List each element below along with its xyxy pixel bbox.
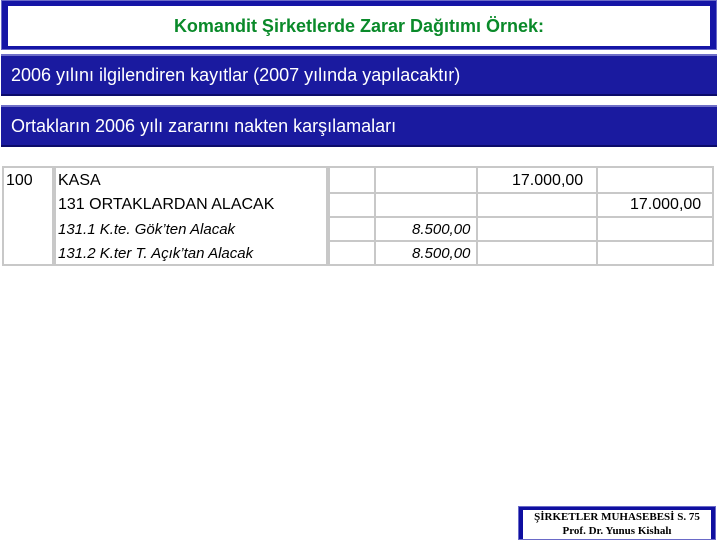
sub-account-name: 131.1 K.te. Gök’ten Alacak xyxy=(58,221,236,238)
band-text: 2006 yılını ilgilendiren kayıtlar (2007 yılında yapılacaktır) xyxy=(11,64,461,85)
section-band-partners xyxy=(1,105,717,147)
footer-panel xyxy=(523,510,711,539)
grid-cell xyxy=(330,242,374,264)
grid-cell xyxy=(598,242,712,264)
grid-cell xyxy=(478,218,596,240)
journal-entry-table xyxy=(2,166,714,266)
footer-credit-box xyxy=(518,506,716,540)
grid-cell xyxy=(598,218,712,240)
page-title: Komandit Şirketlerde Zarar Dağıtımı Örnek: xyxy=(173,15,545,36)
footer-line-author: Prof. Dr. Yunus Kishalı xyxy=(562,525,672,537)
grid-cell xyxy=(330,194,374,216)
title-frame xyxy=(1,0,717,50)
title-panel xyxy=(8,6,710,46)
footer-line-course: ŞİRKETLER MUHASEBESİ S. 75 xyxy=(534,511,700,523)
grid-cell xyxy=(376,168,476,192)
grid-cell xyxy=(376,194,476,216)
account-name: KASA xyxy=(58,172,101,189)
credit-amount: 17.000,00 xyxy=(630,196,702,213)
debit-amount: 17.000,00 xyxy=(512,172,584,189)
grid-cell xyxy=(330,218,374,240)
grid-cell xyxy=(598,168,712,192)
account-name: 131 ORTAKLARDAN ALACAK xyxy=(58,196,275,213)
entry-number: 100 xyxy=(6,172,33,189)
sub-amount: 8.500,00 xyxy=(412,245,471,262)
band-text: Ortakların 2006 yılı zararını nakten karşılamaları xyxy=(11,115,397,136)
sub-account-name: 131.2 K.ter T. Açık’tan Alacak xyxy=(58,245,254,262)
sub-amount: 8.500,00 xyxy=(412,221,471,238)
section-band-records xyxy=(1,54,717,96)
grid-cell xyxy=(478,242,596,264)
grid-cell xyxy=(330,168,374,192)
grid-cell xyxy=(478,194,596,216)
